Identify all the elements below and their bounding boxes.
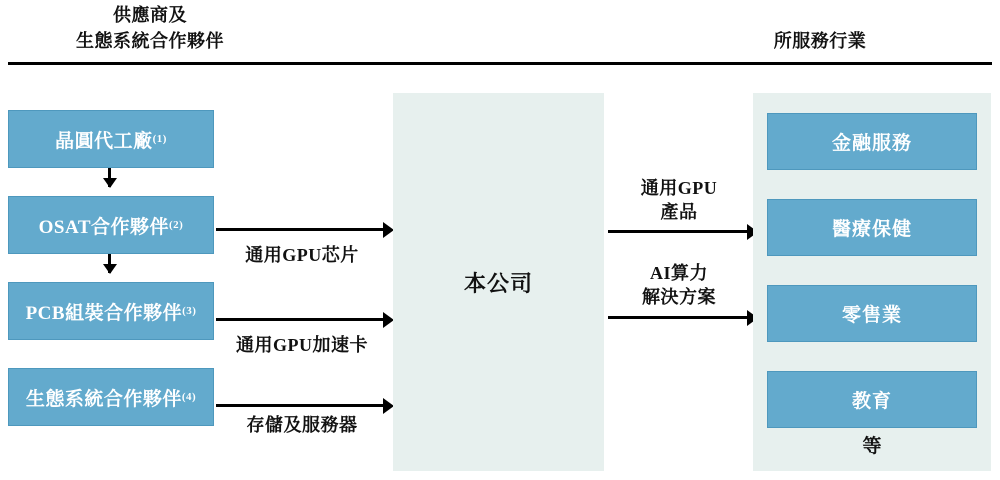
supplier-box-ecosystem-label: 生態系統合作夥伴 [25, 388, 182, 410]
supplier-box-osat: OSAT合作夥伴 (2) [8, 196, 214, 254]
right-arrow-icon-gpu-chip [216, 228, 384, 231]
down-arrowhead-icon [103, 178, 117, 188]
arrow-label-ai-compute-solution-line2: 解決方案 [642, 287, 716, 307]
left-column-heading [0, 2, 300, 54]
down-arrow-icon-foundry-to-osat [108, 168, 111, 187]
arrow-label-gpu-card: 通用GPU加速卡 [236, 335, 368, 355]
industry-box-education: 教育 [767, 371, 977, 428]
arrow-label-storage-server: 存儲及服務器 [246, 415, 358, 435]
arrow-label-gpu-product [606, 176, 752, 224]
arrow-label-ai-compute-solution [606, 261, 752, 309]
left-column-heading-line2: 生態系統合作夥伴 [76, 31, 224, 51]
industry-box-financial-services: 金融服務 [767, 113, 977, 170]
supplier-box-ecosystem: 生態系統合作夥伴 (4) [8, 368, 214, 426]
arrow-label-gpu-product-line2: 產品 [660, 202, 698, 222]
industries-etc-label: 等 [862, 436, 882, 457]
company-box [393, 93, 604, 471]
arrow-label-gpu-product-line1: 通用GPU [640, 178, 718, 198]
right-arrow-icon-gpu-card [216, 318, 384, 321]
supplier-box-foundry: 晶圓代工廠 (1) [8, 110, 214, 168]
right-arrow-icon-ai-compute-solution [608, 316, 748, 319]
supplier-box-pcb: PCB組裝合作夥伴 (3) [8, 282, 214, 340]
arrow-label-gpu-chip: 通用GPU芯片 [245, 245, 359, 265]
right-column-heading: 所服務行業 [773, 31, 867, 51]
right-arrow-icon-storage-server [216, 404, 384, 407]
industries-panel [753, 93, 991, 471]
supplier-box-foundry-label: 晶圓代工廠 [55, 130, 153, 152]
company-box-label: 本公司 [463, 270, 533, 296]
down-arrowhead-icon [103, 264, 117, 274]
industry-box-healthcare: 醫療保健 [767, 199, 977, 256]
down-arrow-icon-osat-to-pcb [108, 254, 111, 273]
industry-box-retail: 零售業 [767, 285, 977, 342]
right-arrow-icon-gpu-product [608, 230, 748, 233]
left-column-heading-line1: 供應商及 [113, 5, 187, 25]
supplier-box-osat-label: OSAT合作夥伴 [38, 216, 169, 238]
arrow-label-ai-compute-solution-line1: AI算力 [649, 263, 708, 283]
supplier-box-pcb-label: PCB組裝合作夥伴 [25, 302, 183, 324]
header-divider-rule [8, 62, 992, 65]
